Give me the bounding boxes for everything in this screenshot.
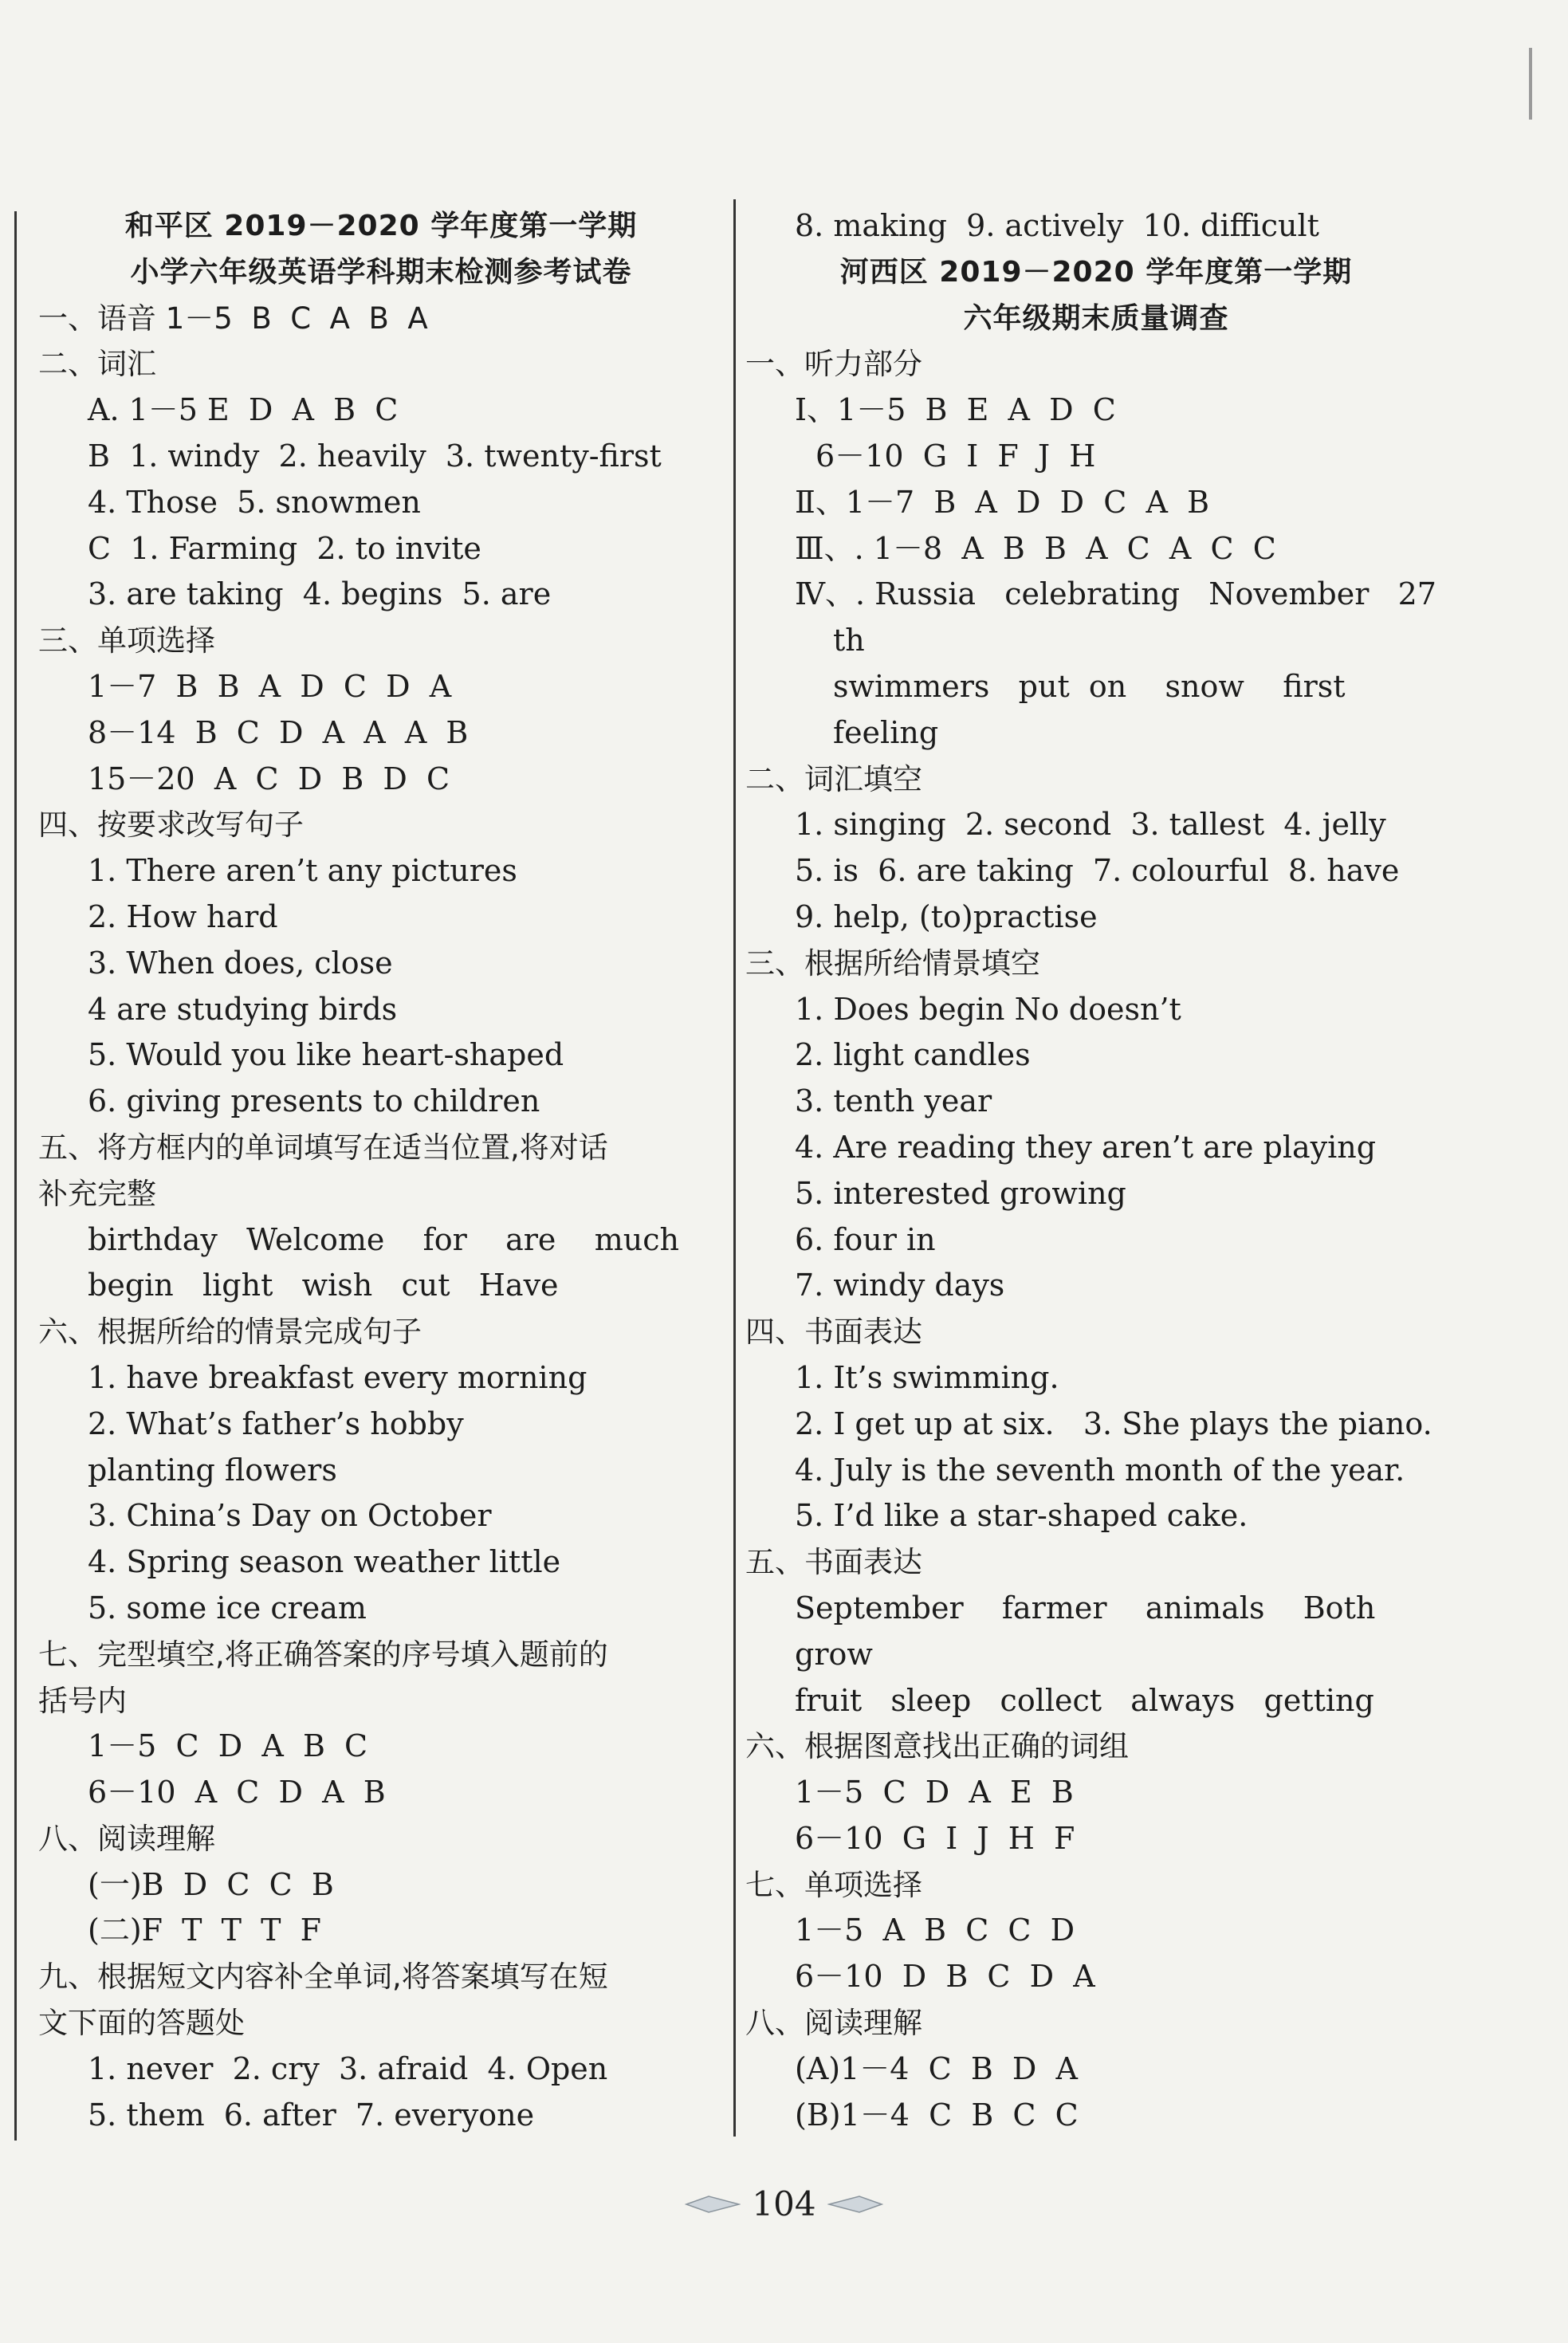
answer-line: 6－10 D B C D A bbox=[795, 1959, 1095, 1995]
section-title: 和平区 2019－2020 学年度第一学期 bbox=[124, 210, 638, 242]
answer-line: (一)B D C C B bbox=[88, 1866, 334, 1902]
section-heading: 一、听力部分 bbox=[745, 347, 922, 382]
answer-line: 4. July is the seventh month of the year. bbox=[795, 1452, 1405, 1488]
section-heading: 补充完整 bbox=[38, 1176, 156, 1211]
answer-line: 1－5 C D A E B bbox=[795, 1775, 1074, 1810]
answer-line: 9. help, (to)practise bbox=[795, 898, 1098, 934]
answer-line: 2. light candles bbox=[795, 1037, 1031, 1073]
answer-line: 6. four in bbox=[795, 1221, 936, 1257]
answer-line: 5. I’d like a star-shaped cake. bbox=[795, 1498, 1248, 1534]
answer-line: (A)1－4 C B D A bbox=[795, 2050, 1078, 2086]
answer-line: 8. making 9. actively 10. difficult bbox=[795, 208, 1319, 243]
answer-line: 6－10 G I J H F bbox=[795, 1820, 1075, 1856]
answer-line: fruit sleep collect always getting bbox=[795, 1682, 1374, 1718]
left-column bbox=[38, 203, 724, 2138]
answer-line: 3. are taking 4. begins 5. are bbox=[88, 576, 552, 612]
answer-line: Ⅳ、. Russia celebrating November 27 bbox=[795, 576, 1436, 612]
section-heading: 八、阅读理解 bbox=[38, 1821, 215, 1856]
section-heading: 一、语音 1－5 B C A B A bbox=[38, 301, 428, 336]
answer-line: 2. I get up at six. 3. She plays the piano. bbox=[795, 1405, 1432, 1441]
section-heading: 九、根据短文内容补全单词,将答案填写在短 bbox=[38, 1960, 608, 1995]
answer-line: 1－5 C D A B C bbox=[88, 1728, 368, 1764]
answer-line: th bbox=[833, 623, 865, 658]
answer-line: (B)1－4 C B C C bbox=[795, 2097, 1079, 2133]
right-column bbox=[745, 203, 1447, 2138]
section-heading: 括号内 bbox=[38, 1683, 127, 1718]
answer-line: 4. Are reading they aren’t are playing bbox=[795, 1129, 1377, 1165]
answer-line: 1－5 A B C C D bbox=[795, 1913, 1075, 1948]
answer-line: 1. It’s swimming. bbox=[795, 1359, 1059, 1395]
answer-line: 4 are studying birds bbox=[88, 991, 398, 1027]
answer-line: 5. Would you like heart-shaped bbox=[88, 1037, 564, 1073]
section-heading: 四、书面表达 bbox=[745, 1315, 922, 1350]
answer-line: 4. Those 5. snowmen bbox=[88, 484, 421, 520]
scan-edge-mark bbox=[1529, 48, 1532, 120]
section-heading: 八、阅读理解 bbox=[745, 2006, 922, 2041]
answer-line: 5. interested growing bbox=[795, 1175, 1126, 1211]
answer-line: planting flowers bbox=[88, 1452, 337, 1488]
section-title: 六年级期末质量调查 bbox=[963, 301, 1229, 335]
answer-line: 15－20 A C D B D C bbox=[88, 761, 450, 796]
answer-line: 1. singing 2. second 3. tallest 4. jelly bbox=[795, 807, 1386, 843]
answer-line: 3. When does, close bbox=[88, 945, 393, 981]
section-heading: 二、词汇 bbox=[38, 347, 156, 382]
answer-line: 1. Does begin No doesn’t bbox=[795, 991, 1181, 1027]
answer-line: 8－14 B C D A A A B bbox=[88, 714, 469, 750]
answer-line: 5. is 6. are taking 7. colourful 8. have bbox=[795, 853, 1400, 889]
section-heading: 三、根据所给情景填空 bbox=[745, 945, 1040, 981]
answer-line: 5. some ice cream bbox=[88, 1590, 367, 1626]
answer-line: 7. windy days bbox=[795, 1268, 1005, 1303]
answer-line: 1. never 2. cry 3. afraid 4. Open bbox=[88, 2050, 608, 2086]
section-heading: 二、词汇填空 bbox=[745, 761, 922, 796]
section-heading: 七、完型填空,将正确答案的序号填入题前的 bbox=[38, 1637, 608, 1672]
left-border-rule bbox=[14, 211, 17, 2141]
column-divider bbox=[733, 199, 736, 2137]
answer-line: 6－10 A C D A B bbox=[88, 1775, 386, 1810]
answer-line: feeling bbox=[833, 714, 939, 750]
section-heading: 七、单项选择 bbox=[745, 1867, 922, 1902]
section-heading: 五、将方框内的单词填写在适当位置,将对话 bbox=[38, 1130, 608, 1165]
section-heading: 五、书面表达 bbox=[745, 1545, 922, 1580]
answer-line: 1. have breakfast every morning bbox=[88, 1359, 588, 1395]
section-heading: 六、根据所给的情景完成句子 bbox=[38, 1315, 422, 1350]
answer-line: 3. China’s Day on October bbox=[88, 1498, 492, 1534]
answer-line: 2. How hard bbox=[88, 898, 278, 934]
answer-line: birthday Welcome for are much bbox=[88, 1221, 679, 1257]
section-heading: 六、根据图意找出正确的词组 bbox=[745, 1729, 1129, 1764]
section-heading: 文下面的答题处 bbox=[38, 2006, 245, 2041]
answer-line: 6. giving presents to children bbox=[88, 1083, 540, 1119]
answer-line: Ⅲ、. 1－8 A B B A C A C C bbox=[795, 530, 1276, 566]
answer-line: A. 1－5 E D A B C bbox=[88, 392, 399, 428]
section-heading: 四、按要求改写句子 bbox=[38, 808, 304, 843]
answer-line: B 1. windy 2. heavily 3. twenty-first bbox=[88, 438, 662, 474]
answer-line: September farmer animals Both bbox=[795, 1590, 1376, 1626]
answer-line: C 1. Farming 2. to invite bbox=[88, 530, 481, 566]
page-footer bbox=[0, 2184, 1568, 2223]
right-diamond-ornament-icon bbox=[827, 2195, 883, 2214]
answer-line: 5. them 6. after 7. everyone bbox=[88, 2097, 535, 2133]
answer-line: Ⅰ、1－5 B E A D C bbox=[795, 392, 1116, 428]
answer-line: (二)F T T T F bbox=[88, 1913, 322, 1948]
answer-line: begin light wish cut Have bbox=[88, 1268, 559, 1303]
section-heading: 三、单项选择 bbox=[38, 623, 215, 658]
answer-line: Ⅱ、1－7 B A D D C A B bbox=[795, 484, 1210, 520]
answer-line: grow bbox=[795, 1636, 873, 1672]
section-title: 小学六年级英语学科期末检测参考试卷 bbox=[130, 255, 632, 289]
answer-line: 1－7 B B A D C D A bbox=[88, 668, 452, 704]
page-number: 104 bbox=[752, 2184, 816, 2223]
answer-line: swimmers put on snow first bbox=[833, 668, 1346, 704]
answer-line: 2. What’s father’s hobby bbox=[88, 1405, 464, 1441]
answer-line: 3. tenth year bbox=[795, 1083, 992, 1119]
section-title: 河西区 2019－2020 学年度第一学期 bbox=[839, 255, 1353, 289]
answer-line: 1. There aren’t any pictures bbox=[88, 853, 517, 889]
left-diamond-ornament-icon bbox=[685, 2195, 741, 2214]
answer-line: 4. Spring season weather little bbox=[88, 1544, 561, 1580]
answer-line: 6－10 G I F J H bbox=[815, 438, 1096, 474]
